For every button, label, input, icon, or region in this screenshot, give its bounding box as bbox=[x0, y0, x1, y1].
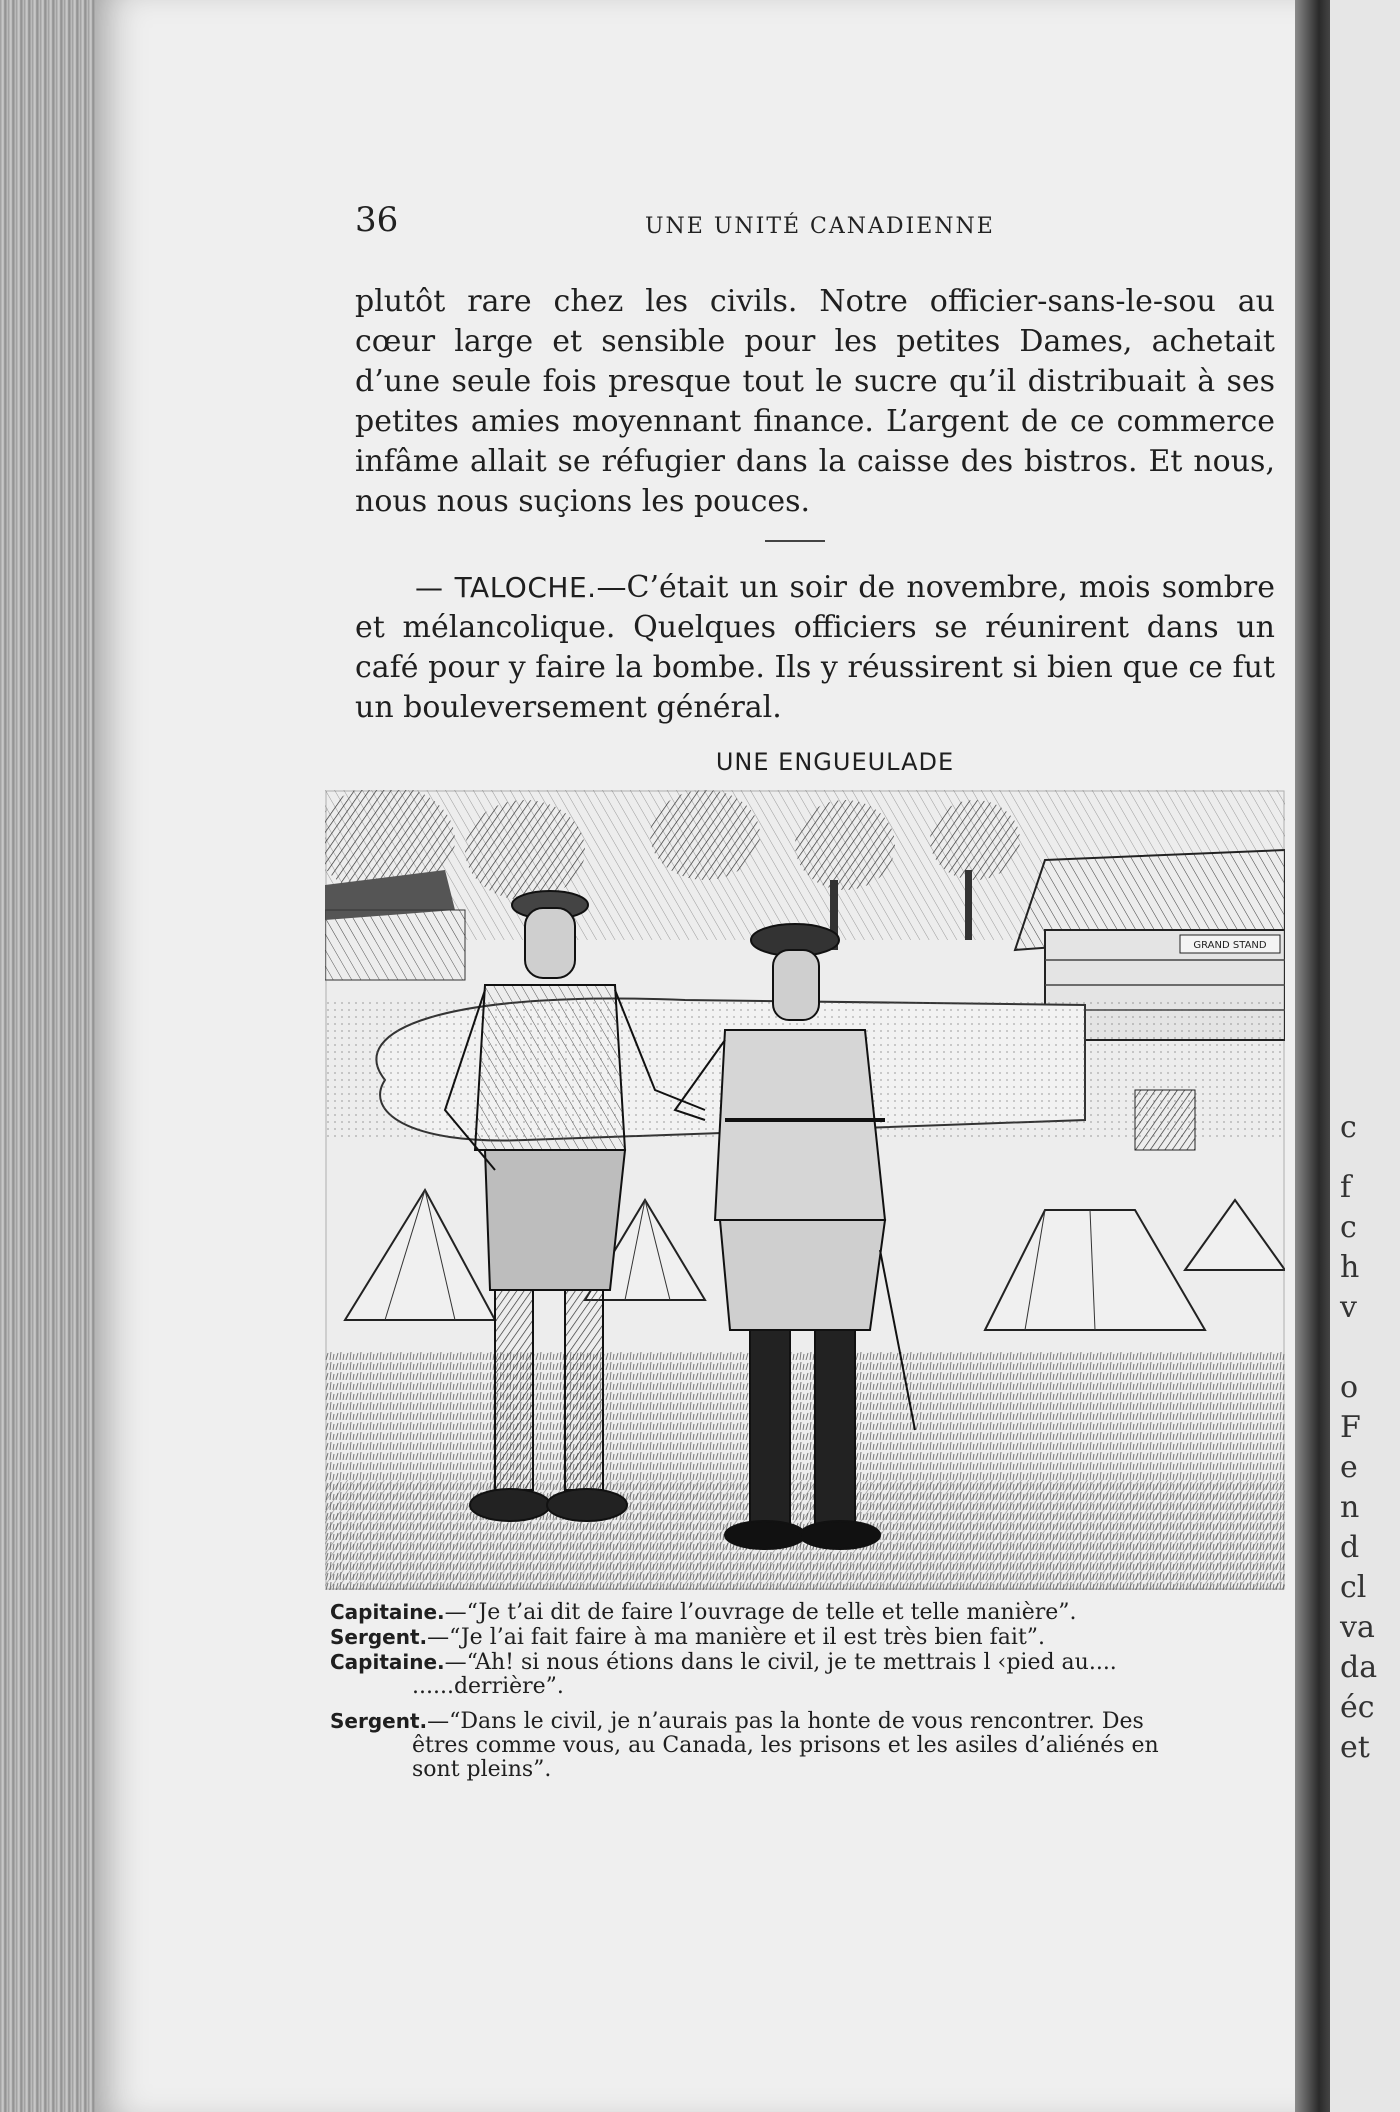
dialogue-speaker: Capitaine. bbox=[330, 1650, 445, 1674]
cart bbox=[1135, 1090, 1195, 1150]
paragraph-text: —C’était un soir de novembre, mois sombre et mélancolique. Quelques officiers se réunirent dans un café pour y faire la bombe. Ils y réussirent si bien que ce fut un bouleversement général. bbox=[355, 570, 1275, 725]
dialogue-line bbox=[330, 1709, 1270, 1734]
body-paragraph-2 bbox=[355, 568, 1275, 728]
facing-fragment: c bbox=[1340, 1110, 1357, 1145]
page-header bbox=[355, 200, 1300, 250]
dialogue-text: —“Dans le civil, je n’aurais pas la honte de vous rencontrer. Des bbox=[427, 1709, 1144, 1734]
dialogue-line bbox=[330, 1650, 1270, 1675]
dialogue-line bbox=[330, 1625, 1270, 1650]
illustration-title: UNE ENGUEULADE bbox=[715, 748, 955, 776]
section-separator bbox=[765, 540, 825, 542]
facing-fragment: f bbox=[1340, 1170, 1352, 1205]
illustration-drawing bbox=[325, 790, 1285, 1590]
section-lead: — TALOCHE. bbox=[415, 571, 597, 604]
paragraph-text: plutôt rare chez les civils. Notre officier-sans-le-sou au cœur large et sensible pour les petites Dames, achetait d’une seule fois presque tout le sucre qu’il distribuait à ses petites amies moyennant finance. L’argent de ce commerce infâme allait se réfugier dans la caisse des bistros. Et nous, nous nous suçions les pouces. bbox=[355, 284, 1275, 519]
facing-fragment: va bbox=[1340, 1610, 1375, 1645]
farmhouse bbox=[325, 870, 465, 980]
dialogue-line bbox=[330, 1600, 1270, 1625]
dialogue-text: —“Je l’ai fait faire à ma manière et il est très bien fait”. bbox=[427, 1625, 1046, 1650]
page-number: 36 bbox=[355, 200, 399, 240]
facing-fragment: da bbox=[1340, 1650, 1378, 1685]
body-paragraph-1 bbox=[355, 282, 1275, 522]
grandstand-sign: GRAND STAND bbox=[1193, 940, 1267, 951]
facing-fragment: e bbox=[1340, 1450, 1358, 1485]
facing-fragment: cl bbox=[1340, 1570, 1367, 1605]
facing-fragment: o bbox=[1340, 1370, 1359, 1405]
facing-page-edge bbox=[1330, 0, 1400, 2112]
facing-fragment: F bbox=[1340, 1410, 1361, 1445]
facing-fragment: c bbox=[1340, 1210, 1357, 1245]
facing-fragment: n bbox=[1340, 1490, 1360, 1525]
dialogue-continuation: ......derrière”. bbox=[412, 1674, 564, 1699]
dialogue-text: —“Ah! si nous étions dans le civil, je te mettrais l ‹pied au.... bbox=[444, 1650, 1117, 1675]
dialogue-speaker: Capitaine. bbox=[330, 1600, 445, 1624]
dialogue-speaker: Sergent. bbox=[330, 1625, 428, 1649]
dialogue-speaker: Sergent. bbox=[330, 1709, 428, 1733]
page-block-edges bbox=[0, 0, 110, 2112]
facing-fragment: d bbox=[1340, 1530, 1360, 1565]
facing-fragment: v bbox=[1340, 1290, 1357, 1325]
dialogue-text: —“Je t’ai dit de faire l’ouvrage de telle et telle manière”. bbox=[444, 1600, 1077, 1625]
book-gutter bbox=[1295, 0, 1335, 2112]
facing-fragment: h bbox=[1340, 1250, 1360, 1285]
caption-dialogue bbox=[330, 1600, 1270, 1782]
facing-fragment: éc bbox=[1340, 1690, 1375, 1725]
facing-fragment: et bbox=[1340, 1730, 1370, 1765]
dialogue-continuation: sont pleins”. bbox=[412, 1757, 552, 1782]
dialogue-continuation: êtres comme vous, au Canada, les prisons et les asiles d’aliénés en bbox=[412, 1733, 1159, 1758]
running-title: UNE UNITÉ CANADIENNE bbox=[645, 214, 995, 239]
